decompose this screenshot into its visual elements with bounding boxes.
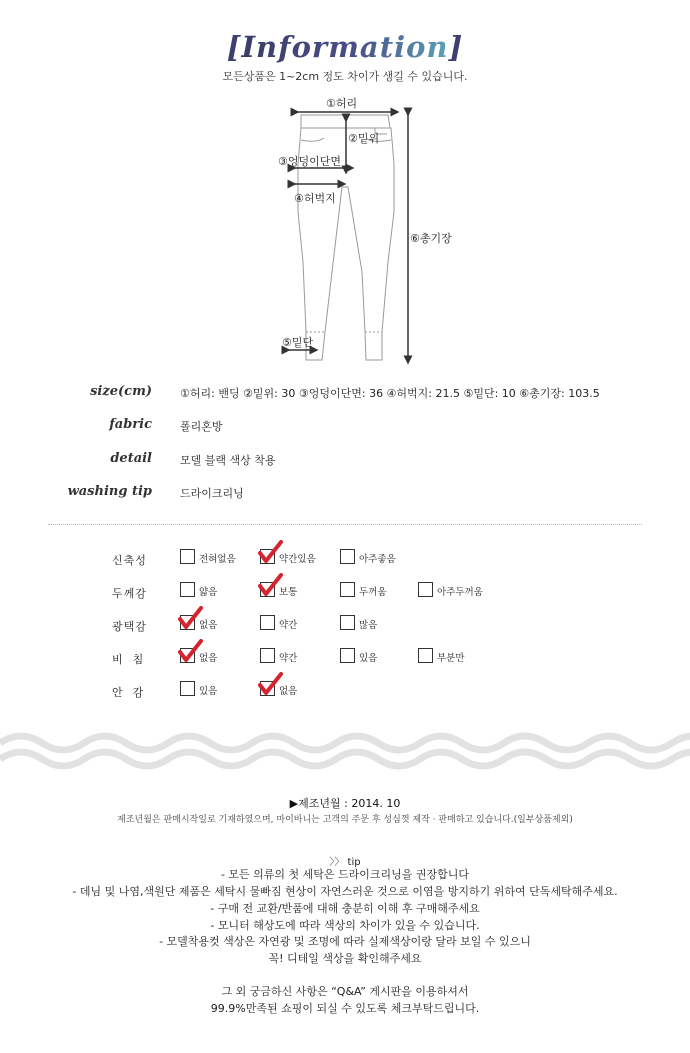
title-bracket-open: [: [226, 30, 242, 64]
spec-value: 모델 블랙 색상 착용: [180, 454, 276, 467]
spec-value: ①허리: 밴딩 ②밑위: 30 ③엉덩이단면: 36 ④허벅지: 21.5 ⑤밑단: 10 ⑥총기장: 103.5: [180, 387, 600, 400]
attr-label: 비 침: [112, 653, 145, 666]
checkbox-box[interactable]: [180, 549, 195, 564]
tip-line: - 모델착용컷 색상은 자연광 및 조명에 따라 실제색상이랑 달라 보일 수 있으니: [159, 935, 531, 948]
attr-label: 안 감: [112, 686, 145, 699]
tip-line: - 모든 의류의 첫 세탁은 드라이크리닝을 권장합니다: [220, 868, 470, 881]
option-label: 없음: [279, 686, 298, 697]
tip-line: - 데님 및 나염,색원단 제품은 세탁시 물빠짐 현상이 자연스러운 것으로 이염을 방지하기 위하여 단독세탁해주세요.: [72, 885, 618, 898]
page-title: [0, 30, 690, 64]
spec-row-size: [0, 384, 690, 406]
rise-label: ②밑위: [348, 132, 380, 145]
option-label: 보통: [279, 587, 298, 598]
checkbox-box[interactable]: [180, 582, 195, 597]
spec-value: 드라이크리닝: [180, 487, 244, 500]
option-label: 있음: [359, 653, 378, 664]
checkbox-box[interactable]: [340, 549, 355, 564]
attr-row-stretch: [0, 549, 690, 571]
spec-key: size(cm): [90, 384, 152, 399]
spec-row-detail: [0, 451, 690, 473]
spec-key: detail: [110, 451, 152, 466]
option-label: 약간: [279, 620, 298, 631]
hem-label: ⑤밑단: [282, 336, 314, 349]
checkbox-box[interactable]: [340, 582, 355, 597]
option-label: 많음: [359, 620, 378, 631]
tip-closing: 그 외 궁금하신 사항은 “Q&A” 게시판을 이용하셔서: [221, 985, 469, 998]
tip-line: - 구매 전 교환/반품에 대해 충분히 이해 후 구매해주세요: [210, 902, 480, 915]
attr-row-lining: [0, 681, 690, 703]
option-label: 없음: [199, 620, 218, 631]
option-label: 없음: [199, 653, 218, 664]
option-label: 아주두꺼움: [437, 587, 483, 598]
attr-row-thickness: [0, 582, 690, 604]
tip-line: 꼭! 디테일 색상을 확인해주세요: [268, 952, 422, 965]
spec-key: fabric: [109, 417, 152, 432]
spec-key: washing tip: [67, 484, 152, 499]
checkbox-box[interactable]: [260, 648, 275, 663]
size-notice: 모든상품은 1~2cm 정도 차이가 생길 수 있습니다.: [222, 70, 468, 83]
manufacture-note: 제조년월은 판매시작일로 기재하였으며, 마이바니는 고객의 주문 후 성심껏 제작 · 판매하고 있습니다.(일부상품제외): [117, 815, 573, 825]
option-label: 약간있음: [279, 554, 316, 565]
attr-label: 신축성: [112, 554, 147, 567]
checkbox-box[interactable]: [418, 648, 433, 663]
size-diagram: [270, 92, 460, 372]
checkbox-box[interactable]: [418, 582, 433, 597]
length-label: ⑥총기장: [410, 232, 452, 245]
option-label: 얇음: [199, 587, 218, 598]
spec-row-washing: [0, 484, 690, 506]
option-label: 부분만: [437, 653, 465, 664]
waist-label: ①허리: [326, 97, 358, 110]
manufacture-date: ▶제조년월 : 2014. 10: [289, 797, 401, 810]
checkbox-box[interactable]: [260, 615, 275, 630]
checkbox-box[interactable]: [340, 648, 355, 663]
spec-row-fabric: [0, 417, 690, 439]
attr-label: 광택감: [112, 620, 147, 633]
title-word: Information: [241, 30, 449, 64]
thigh-label: ④허벅지: [294, 192, 336, 205]
tip-closing: 99.9%만족된 쇼핑이 되실 수 있도록 체크부탁드립니다.: [210, 1002, 480, 1015]
option-label: 아주좋음: [359, 554, 396, 565]
attr-label: 두께감: [112, 587, 147, 600]
attr-row-gloss: [0, 615, 690, 637]
tip-heading: 〉〉 tip: [329, 857, 361, 868]
option-label: 있음: [199, 686, 218, 697]
option-label: 약간: [279, 653, 298, 664]
option-label: 전혀없음: [199, 554, 236, 565]
attr-row-sheer: [0, 648, 690, 670]
section-divider: [48, 524, 642, 525]
option-label: 두꺼움: [359, 587, 387, 598]
tip-line: - 모니터 해상도에 따라 색상의 차이가 있을 수 있습니다.: [210, 919, 480, 932]
title-bracket-close: ]: [448, 30, 464, 64]
checkbox-box[interactable]: [340, 615, 355, 630]
checkbox-box[interactable]: [180, 681, 195, 696]
spec-value: 폴리혼방: [180, 420, 223, 433]
hip-label: ③엉덩이단면: [278, 155, 341, 168]
wave-divider: [0, 723, 690, 773]
